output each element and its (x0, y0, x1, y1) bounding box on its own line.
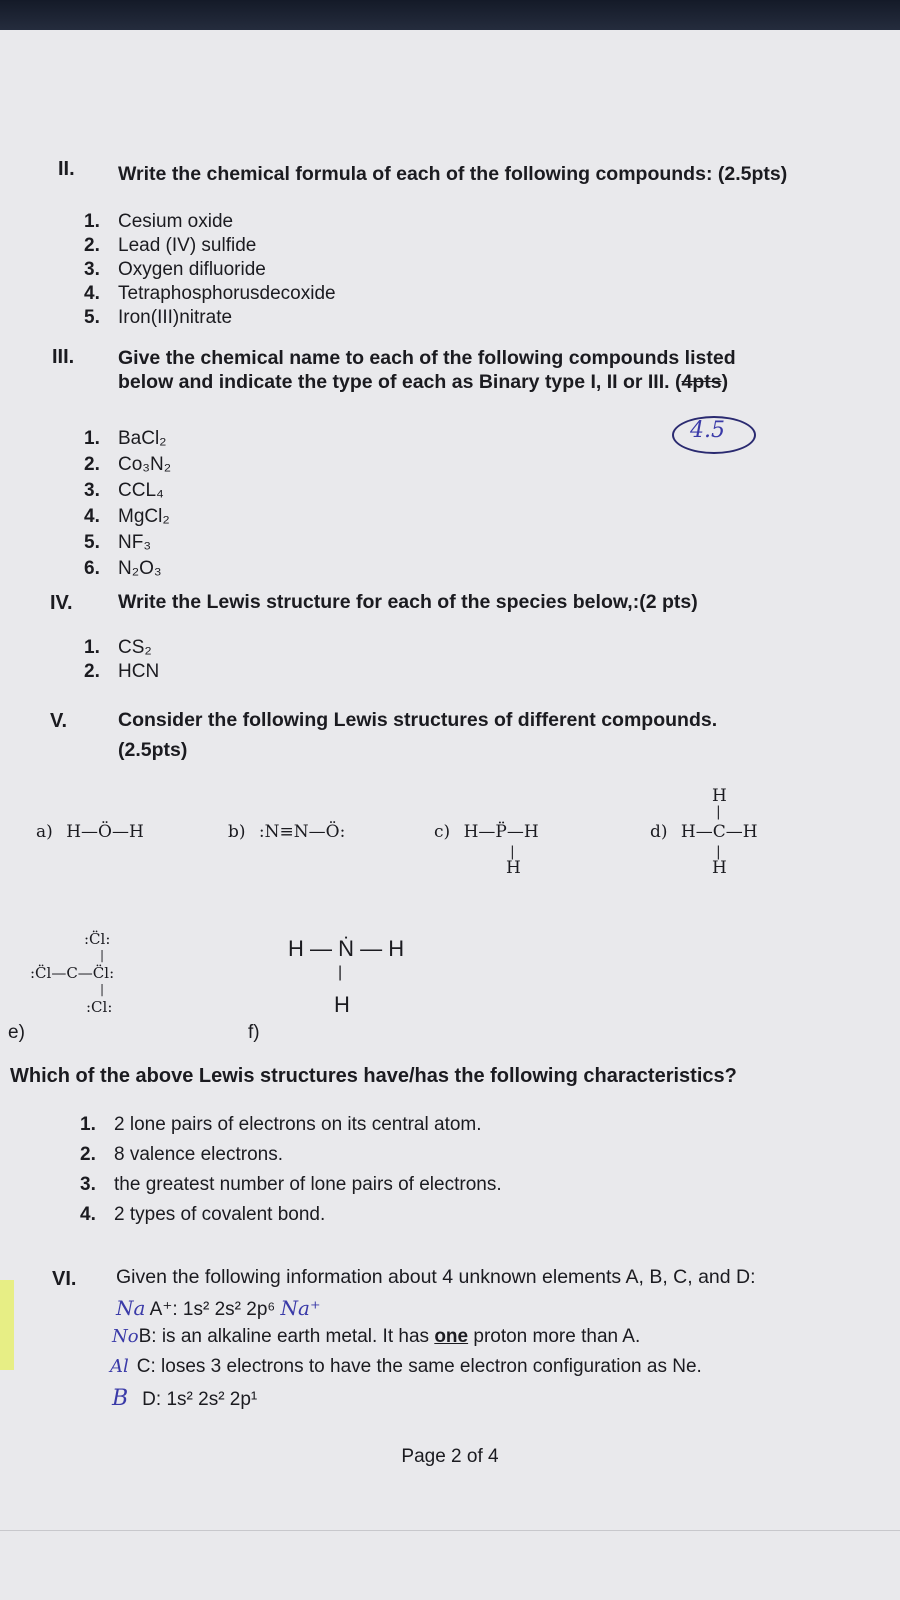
section-v-list (80, 1110, 502, 1230)
list-item: 4. MgCl₂ (84, 506, 170, 527)
section-iii-list (84, 426, 171, 582)
list-item: 2. 8 valence electrons. (80, 1144, 283, 1165)
lewis-structure-c: c) H—P̈—H | H (434, 822, 539, 878)
section-iii-number: III. (52, 346, 75, 368)
list-item: 1. 2 lone pairs of electrons on its central atom. (80, 1114, 482, 1135)
footer-rule (0, 1530, 900, 1531)
worksheet-page: II. Write the chemical formula of each of the following compounds: (2.5pts) 1. Cesium oxide 2. Lead (IV) sulfide 3. Oxygen difluoride 4. Tetraphosphorusdecoxide 5. Iron(III)nitrate III. Give the chemical name to each of the following compounds listed below and indicate the type of each as Binary type I, II or III. (4pts) 4.5 1. BaCl₂ 2. Co₃N₂ 3. CCL₄ 4. MgCl₂ 5. NF₃ 6. N₂O₃ IV. Write the Lewis structure for each of the species below,:(2 pts) 1. CS₂ 2. HCN V. Consider the following Lewis structures of different compounds. (2.5pts) a) H—Ö—H b) :N≡N—Ö: c) H—P̈—H | H H | d) H—C—H | H :C̈l: | :C̈l—C—C̈l: | :Cl: e) H — Ṅ — H | H f) Which of the above Lewis structures have/has the following characteristics? 1. 2 lone pairs of electrons on its central atom. 2. 8 valence electrons. 3. the greatest number of lone pairs of electrons. 4. 2 types of covalent bond. VI. Given the following information about 4 unknown elements A, B, C, and D: Na A⁺: 1s² 2s² 2p⁶ Na⁺ NoB: is an alkaline earth metal. It has one proton more than A. Al C: loses 3 electrons to have the same electron configuration as Ne. B D: 1s² 2s² 2p¹ Page 2 of 4 (0, 30, 900, 1600)
list-item: 1. Cesium oxide (84, 211, 234, 232)
page-footer: Page 2 of 4 (401, 1446, 499, 1467)
list-item: 1. CS₂ (84, 637, 152, 658)
lewis-structure-d: H | d) H—C—H | H (650, 786, 758, 878)
section-iv-list (84, 636, 159, 684)
list-item: 3. the greatest number of lone pairs of electrons. (80, 1174, 502, 1195)
list-item: 2. Lead (IV) sulfide (84, 235, 257, 256)
section-iv-heading: Write the Lewis structure for each of the species below,:(2 pts) (118, 591, 698, 613)
section-vi-heading: Given the following information about 4 unknown elements A, B, C, and D: (116, 1266, 756, 1288)
section-vi-line-c: Al C: loses 3 electrons to have the same electron configuration as Ne. (110, 1356, 702, 1377)
section-v-heading: Consider the following Lewis structures of different compounds. (2.5pts) (118, 709, 718, 761)
list-item: 2. HCN (84, 661, 160, 682)
list-item: 3. CCL₄ (84, 480, 164, 501)
section-iv-number: IV. (50, 592, 73, 614)
list-item: 3. Oxygen difluoride (84, 259, 266, 280)
section-vi-number: VI. (52, 1268, 77, 1290)
list-item: 5. Iron(III)nitrate (84, 307, 233, 328)
section-ii-list (84, 210, 336, 330)
list-item: 4. 2 types of covalent bond. (80, 1204, 326, 1225)
section-v-question: Which of the above Lewis structures have/has the following characteristics? (10, 1065, 737, 1087)
list-item: 6. N₂O₃ (84, 558, 162, 579)
list-item: 1. BaCl₂ (84, 428, 167, 449)
highlighter-mark (0, 1280, 14, 1370)
lewis-structure-b: b) :N≡N—Ö: (228, 822, 346, 842)
lewis-structure-f: H — Ṅ — H | H f) (248, 936, 405, 1043)
list-item: 2. Co₃N₂ (84, 454, 172, 475)
section-vi-line-b: NoB: is an alkaline earth metal. It has one proton more than A. (112, 1326, 641, 1347)
list-item: 5. NF₃ (84, 532, 152, 553)
lewis-structure-a: a) H—Ö—H (36, 822, 144, 842)
section-ii-heading: Write the chemical formula of each of the following compounds: (2.5pts) (118, 163, 788, 185)
section-vi-line-d: B D: 1s² 2s² 2p¹ (112, 1386, 258, 1411)
grade-annotation: 4.5 (690, 418, 725, 443)
section-iii-heading: Give the chemical name to each of the following compounds listed below and indicate the type of each as Binary type I, II or III. (4pts) (118, 347, 736, 393)
section-vi-line-a: Na A⁺: 1s² 2s² 2p⁶ Na⁺ (116, 1296, 321, 1320)
section-ii-number: II. (58, 158, 75, 180)
section-v-number: V. (50, 710, 68, 732)
list-item: 4. Tetraphosphorusdecoxide (84, 283, 336, 304)
